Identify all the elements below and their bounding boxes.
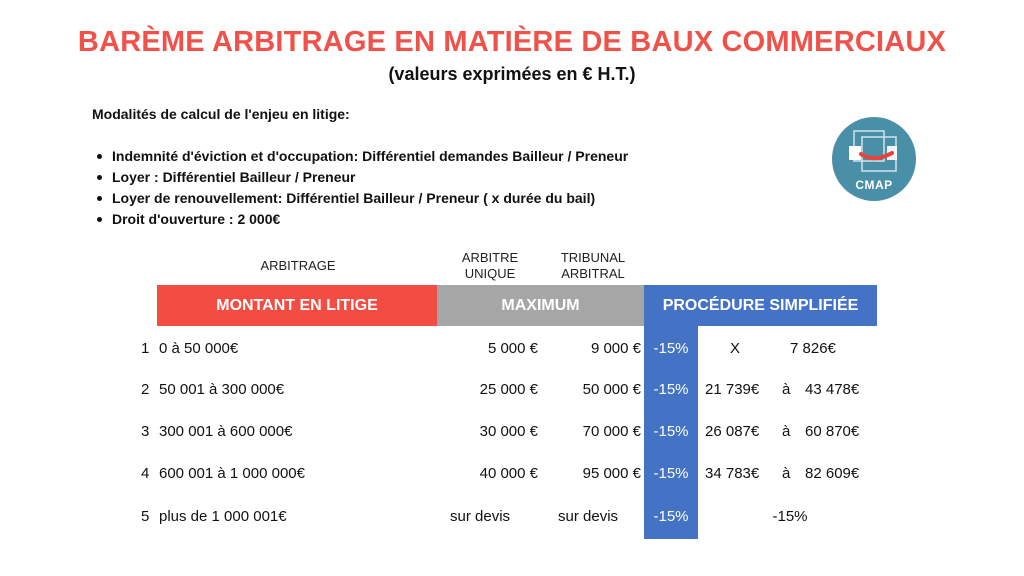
page-subtitle: (valeurs exprimées en € H.T.)	[388, 64, 636, 84]
row-simp-to: 7 826€	[790, 340, 836, 357]
row-tribunal-arbitral: 95 000 €	[582, 465, 641, 482]
row-arbitre-unique: 25 000 €	[479, 381, 538, 398]
logo-text: CMAP	[855, 178, 893, 192]
row-simp-from: X	[730, 340, 741, 357]
table-row	[0, 462, 1024, 486]
header-arbitrage: ARBITRAGE	[260, 258, 336, 273]
row-arbitre-unique: 40 000 €	[479, 465, 538, 482]
header-unique-line1: ARBITRE	[461, 250, 519, 265]
bullet-item: Indemnité d'éviction et d'occupation: Différentiel demandes Bailleur / Preneur	[92, 146, 628, 167]
row-number: 2	[141, 381, 150, 398]
row-simp-sep: à	[782, 423, 791, 440]
row-discount: -15%	[653, 340, 689, 357]
row-simp-to: 60 870€	[805, 423, 860, 440]
row-number: 4	[141, 465, 150, 482]
row-tribunal-arbitral: sur devis	[558, 508, 619, 525]
row-range: 600 001 à 1 000 000€	[159, 465, 305, 482]
row-simp-to: 82 609€	[805, 465, 860, 482]
row-number: 1	[141, 340, 150, 357]
row-range: 0 à 50 000€	[159, 340, 239, 357]
header-tribunal-line1: TRIBUNAL	[560, 250, 626, 265]
row-simp-from: 26 087€	[705, 423, 760, 440]
row-simp-to: 43 478€	[805, 381, 860, 398]
row-simp-single: -15%	[772, 508, 808, 525]
row-range: 300 001 à 600 000€	[159, 423, 293, 440]
row-simp-from: 34 783€	[705, 465, 760, 482]
bullet-item: Loyer de renouvellement: Différentiel Bailleur / Preneur ( x durée du bail)	[92, 188, 628, 209]
row-simp-sep: à	[782, 465, 791, 482]
page-title: BARÈME ARBITRAGE EN MATIÈRE DE BAUX COMMERCIAUX	[77, 26, 947, 58]
header-tribunal-line2: ARBITRAL	[561, 266, 625, 281]
row-simp-from: 21 739€	[705, 381, 760, 398]
row-discount: -15%	[653, 423, 689, 440]
header-unique-line2: UNIQUE	[464, 266, 516, 281]
row-arbitre-unique: 30 000 €	[479, 423, 538, 440]
row-tribunal-arbitral: 70 000 €	[582, 423, 641, 440]
row-arbitre-unique: sur devis	[450, 508, 511, 525]
band-procedure-simplifiee: PROCÉDURE SIMPLIFIÉE	[644, 285, 877, 326]
table-row	[0, 337, 1024, 361]
band-montant-en-litige: MONTANT EN LITIGE	[157, 285, 437, 326]
header-tribunal-arbitral	[548, 250, 638, 282]
cmap-logo	[832, 117, 916, 201]
band-maximum: MAXIMUM	[437, 285, 644, 326]
row-simp-sep: à	[782, 381, 791, 398]
table-row	[0, 378, 1024, 402]
table-row	[0, 420, 1024, 444]
row-discount: -15%	[653, 465, 689, 482]
bullet-item: Loyer : Différentiel Bailleur / Preneur	[92, 167, 628, 188]
row-tribunal-arbitral: 9 000 €	[590, 340, 641, 357]
row-discount: -15%	[653, 508, 689, 525]
row-range: plus de 1 000 001€	[159, 508, 287, 525]
row-number: 5	[141, 508, 150, 525]
modalites-heading: Modalités de calcul de l'enjeu en litige:	[92, 106, 350, 122]
row-number: 3	[141, 423, 150, 440]
header-arbitre-unique	[445, 250, 535, 282]
row-range: 50 001 à 300 000€	[159, 381, 285, 398]
table-row	[0, 505, 1024, 529]
row-tribunal-arbitral: 50 000 €	[582, 381, 641, 398]
bullet-item: Droit d'ouverture : 2 000€	[92, 209, 628, 230]
row-arbitre-unique: 5 000 €	[487, 340, 538, 357]
modalites-list	[92, 146, 628, 230]
row-discount: -15%	[653, 381, 689, 398]
